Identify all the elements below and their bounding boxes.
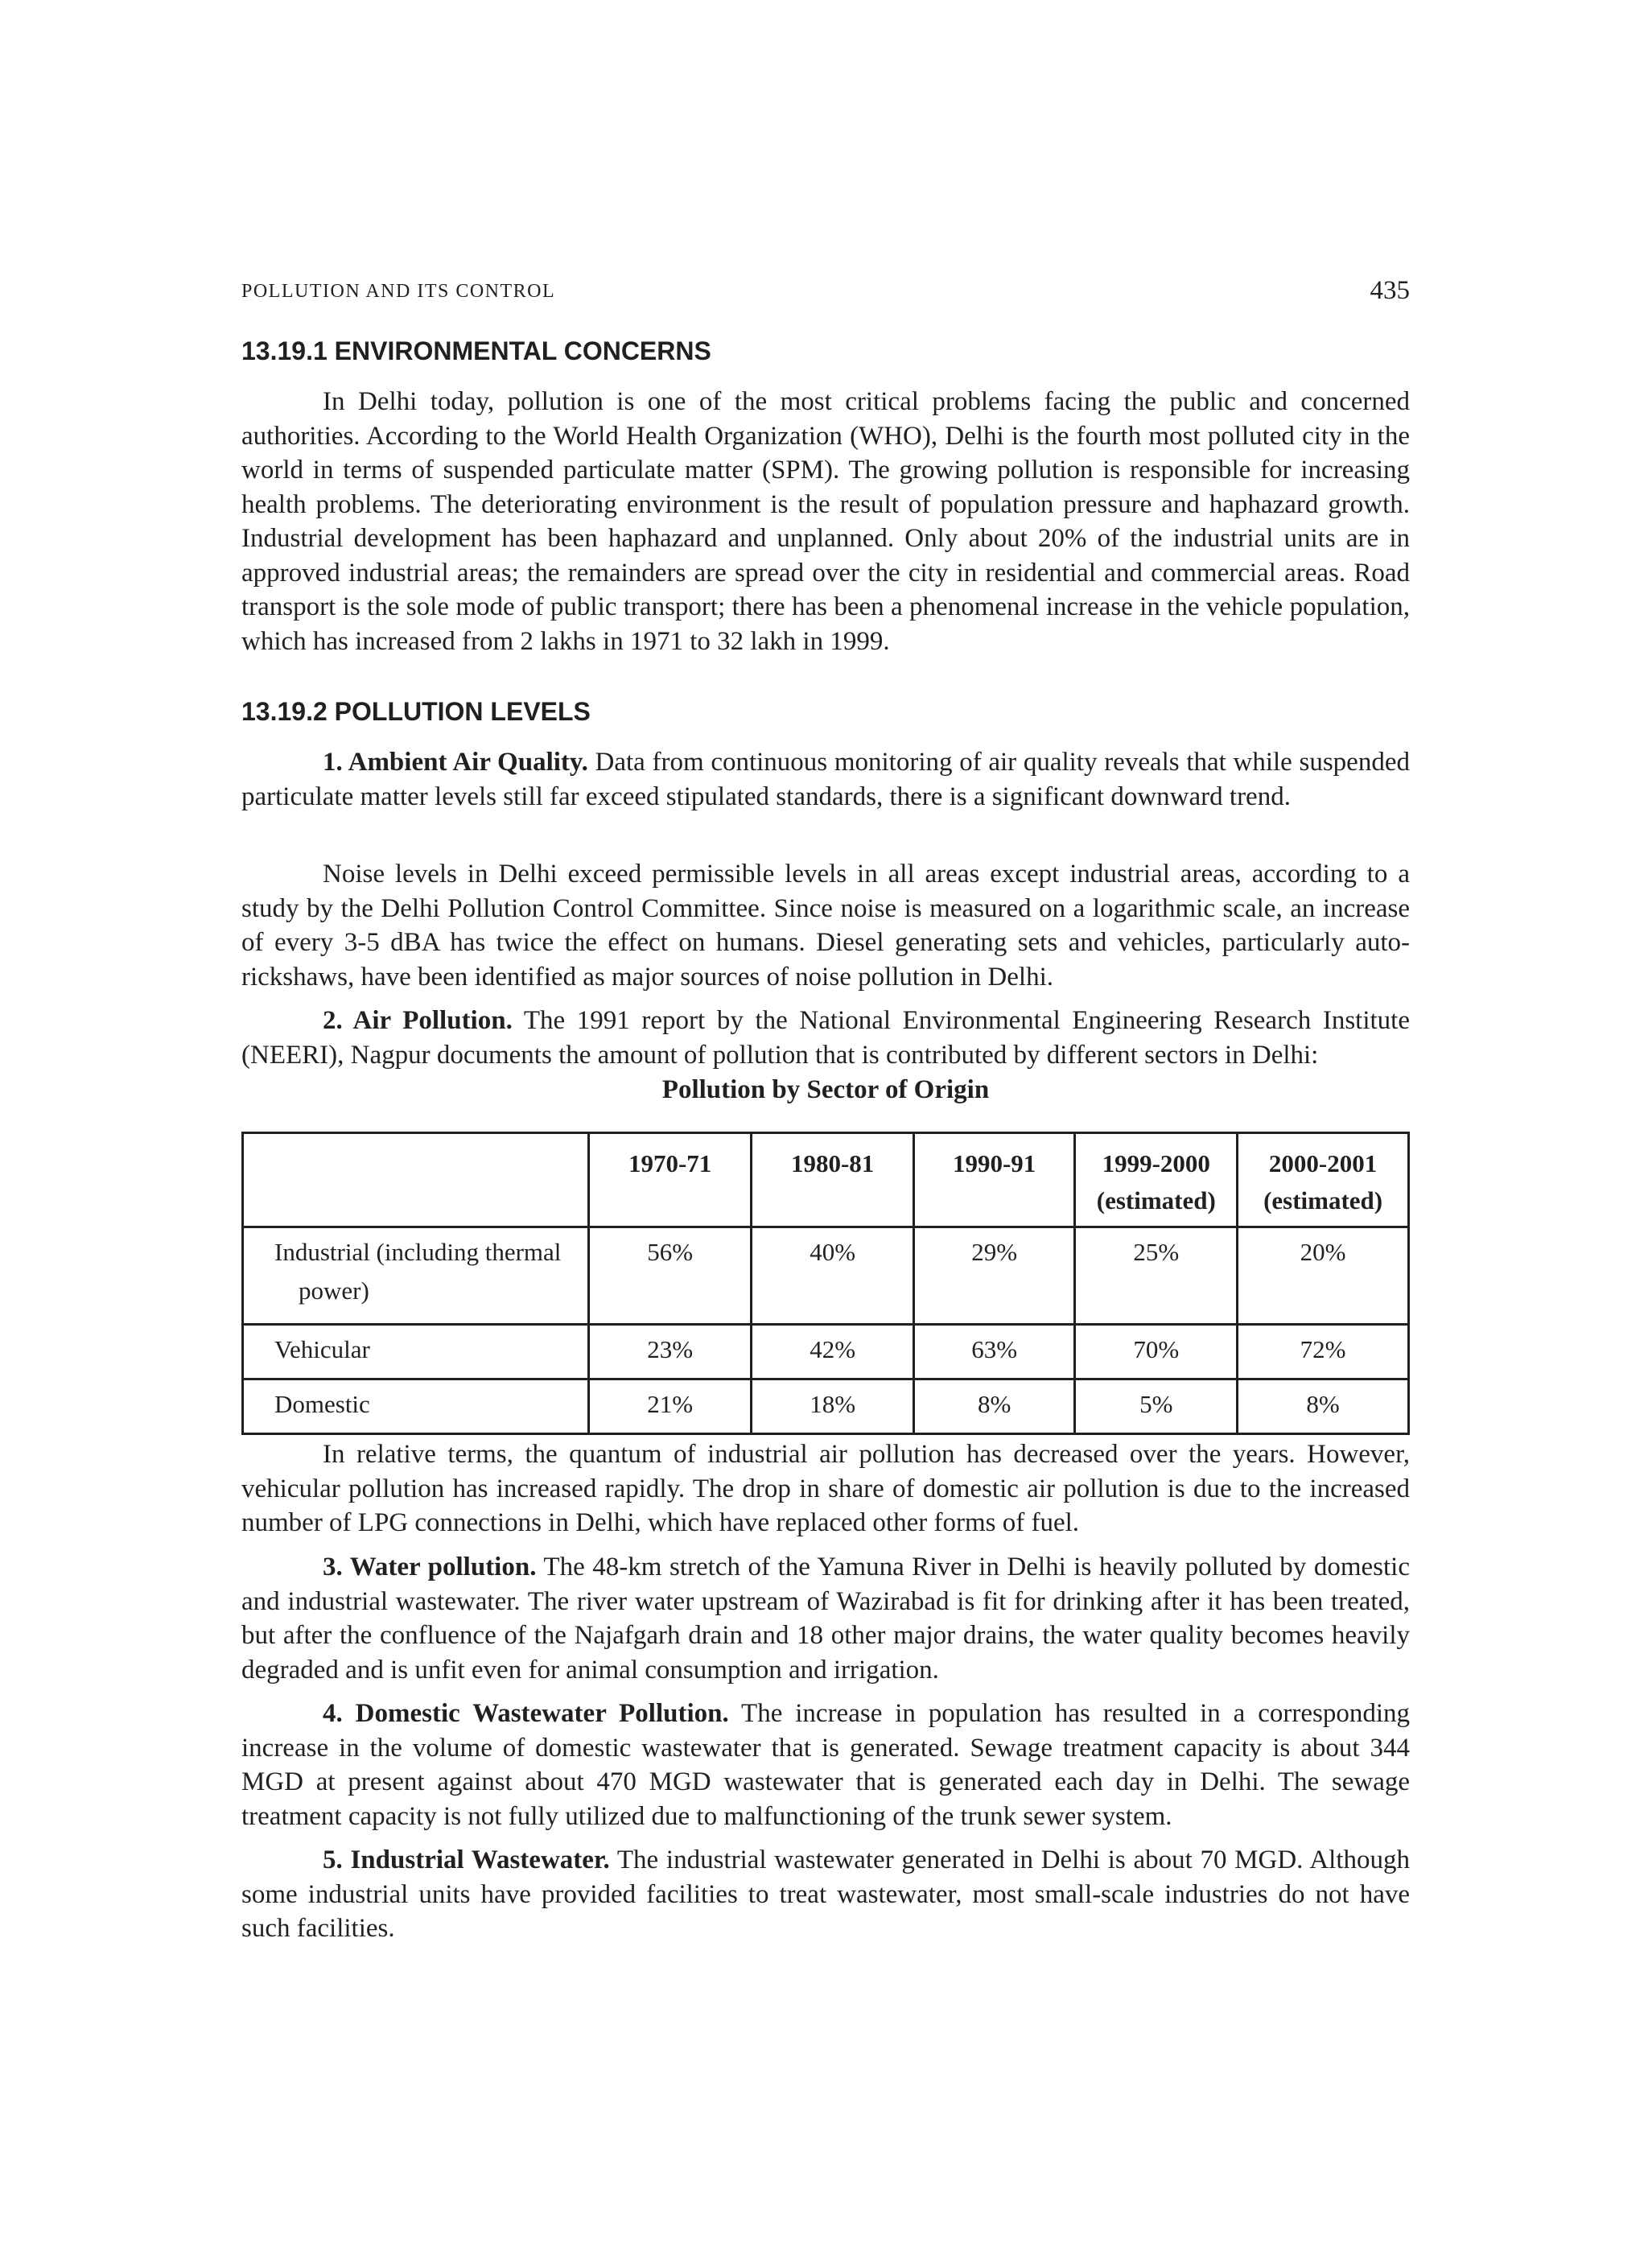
page-number: 435 — [1370, 276, 1410, 305]
paragraph-environmental-concerns: In Delhi today, pollution is one of the most critical problems facing the public and concerned authorities. According to the World Health Organization (WHO), Delhi is the fourth most polluted city in the world in terms of suspended particulate matter (SPM). The growing pollution is responsible for increasing health problems. The deteriorating environment is the result of population pressure and haphazard growth. Industrial development has been haphazard and unplanned. Only about 20% of the industrial units are in approved industrial areas; the remainders are spread over the city in residential and commercial areas. Road transport is the sole mode of public transport; there has been a phenomenal increase in the vehicle population, which has increased from 2 lakhs in 1971 to 32 lakh in 1999. — [241, 387, 1410, 656]
text-water-pollution: The 48-km stretch of the Yamuna River in Delhi is heavily polluted by domestic and industrial wastewater. The river water upstream of Wazirabad is fit for drinking after it has been treated, but after the confluence of the Najafgarh drain and 18 other major drains, the water quality becomes heavily degraded and is unfit even for animal consumption and irrigation. — [241, 1553, 1410, 1685]
table-cell: 21% — [588, 1379, 751, 1434]
text-industrial-wastewater: The industrial wastewater generated in Delhi is about 70 MGD. Although some industrial units have provided facilities to treat wastewater, most small-scale industries do not have such facilities. — [241, 1845, 1410, 1943]
running-header — [241, 276, 1410, 308]
col-year: 1980-81 — [790, 1149, 875, 1177]
paragraph-water-pollution — [241, 1550, 1410, 1687]
paragraph-industrial-wastewater — [241, 1843, 1410, 1946]
paragraph-relative-terms: In relative terms, the quantum of industrial air pollution has decreased over the years. However, vehicular pollution has increased rapidly. The drop in share of domestic air pollution is due to the increased number of LPG connections in Delhi, which have replaced other forms of fuel. — [241, 1440, 1410, 1537]
paragraph-ambient-air-quality — [241, 745, 1410, 814]
table-cell: 25% — [1075, 1227, 1238, 1325]
table-header-col — [1238, 1133, 1409, 1227]
row-label: Domestic — [243, 1379, 589, 1434]
table-cell: 40% — [752, 1227, 913, 1325]
table-header-col — [588, 1133, 751, 1227]
table-cell: 56% — [588, 1227, 751, 1325]
lead-water-pollution: 3. Water pollution. — [323, 1553, 537, 1581]
table-cell: 8% — [913, 1379, 1075, 1434]
paragraph-domestic-wastewater — [241, 1697, 1410, 1833]
lead-industrial-wastewater: 5. Industrial Wastewater. — [323, 1845, 610, 1874]
table-caption: Pollution by Sector of Origin — [661, 1075, 990, 1104]
section-heading-environmental-concerns: 13.19.1 ENVIRONMENTAL CONCERNS — [241, 336, 711, 365]
table-cell: 20% — [1238, 1227, 1409, 1325]
col-year: 2000-2001 — [1268, 1149, 1378, 1177]
col-year: 1990-91 — [952, 1149, 1036, 1177]
col-note: (estimated) — [1263, 1186, 1383, 1214]
table-header-row — [243, 1133, 1409, 1227]
col-note: (estimated) — [1096, 1186, 1216, 1214]
lead-ambient-air-quality: 1. Ambient Air Quality. — [323, 748, 588, 777]
table-header-col — [1075, 1133, 1238, 1227]
table-cell: 70% — [1075, 1325, 1238, 1379]
table-cell: 72% — [1238, 1325, 1409, 1379]
col-year: 1970-71 — [628, 1149, 712, 1177]
table-cell: 29% — [913, 1227, 1075, 1325]
table-header-col — [752, 1133, 913, 1227]
table-header-col — [913, 1133, 1075, 1227]
table-cell: 23% — [588, 1325, 751, 1379]
col-year: 1999-2000 — [1102, 1149, 1210, 1177]
paragraph-noise-levels: Noise levels in Delhi exceed permissible levels in all areas except industrial areas, according to a study by the Delhi Pollution Control Committee. Since noise is measured on a logarithmic scale, an increase of every 3-5 dBA has twice the effect on humans. Diesel generating sets and vehicles, particularly auto-rickshaws, have been identified as major sources of noise pollution in Delhi. — [241, 860, 1410, 992]
text-domestic-wastewater: The increase in population has resulted in a corresponding increase in the volume of domestic wastewater that is generated. Sewage treatment capacity is about 344 MGD at present against about 470 MGD wastewater that is generated each day in Delhi. The sewage treatment capacity is not fully utilized due to malfunctioning of the trunk sewer system. — [241, 1699, 1410, 1831]
table-row — [243, 1379, 1409, 1434]
table-cell: 42% — [752, 1325, 913, 1379]
table-row — [243, 1325, 1409, 1379]
row-label-line2: power) — [299, 1276, 369, 1305]
section-heading-pollution-levels: 13.19.2 POLLUTION LEVELS — [241, 697, 591, 726]
table-row — [243, 1227, 1409, 1325]
table-cell: 18% — [752, 1379, 913, 1434]
pollution-by-sector-table — [241, 1132, 1410, 1435]
paragraph-air-pollution — [241, 1004, 1410, 1072]
table-cell: 8% — [1238, 1379, 1409, 1434]
table-header-empty — [243, 1133, 589, 1227]
text-air-pollution: The 1991 report by the National Environmental Engineering Research Institute (NEERI), Nagpur documents the amount of pollution that is contributed by different sectors in Delhi: — [241, 1006, 1410, 1070]
row-label: Vehicular — [243, 1325, 589, 1379]
table-cell: 63% — [913, 1325, 1075, 1379]
table-cell: 5% — [1075, 1379, 1238, 1434]
lead-air-pollution: 2. Air Pollution. — [323, 1006, 513, 1035]
row-label — [243, 1227, 589, 1325]
row-label-line1: Industrial (including thermal — [274, 1238, 562, 1266]
text-ambient-air-quality: Data from continuous monitoring of air quality reveals that while suspended particulate matter levels still far exceed stipulated standards, there is a significant downward trend. — [241, 748, 1410, 811]
lead-domestic-wastewater: 4. Domestic Wastewater Pollution. — [323, 1699, 729, 1728]
running-title: POLLUTION AND ITS CONTROL — [241, 281, 556, 302]
